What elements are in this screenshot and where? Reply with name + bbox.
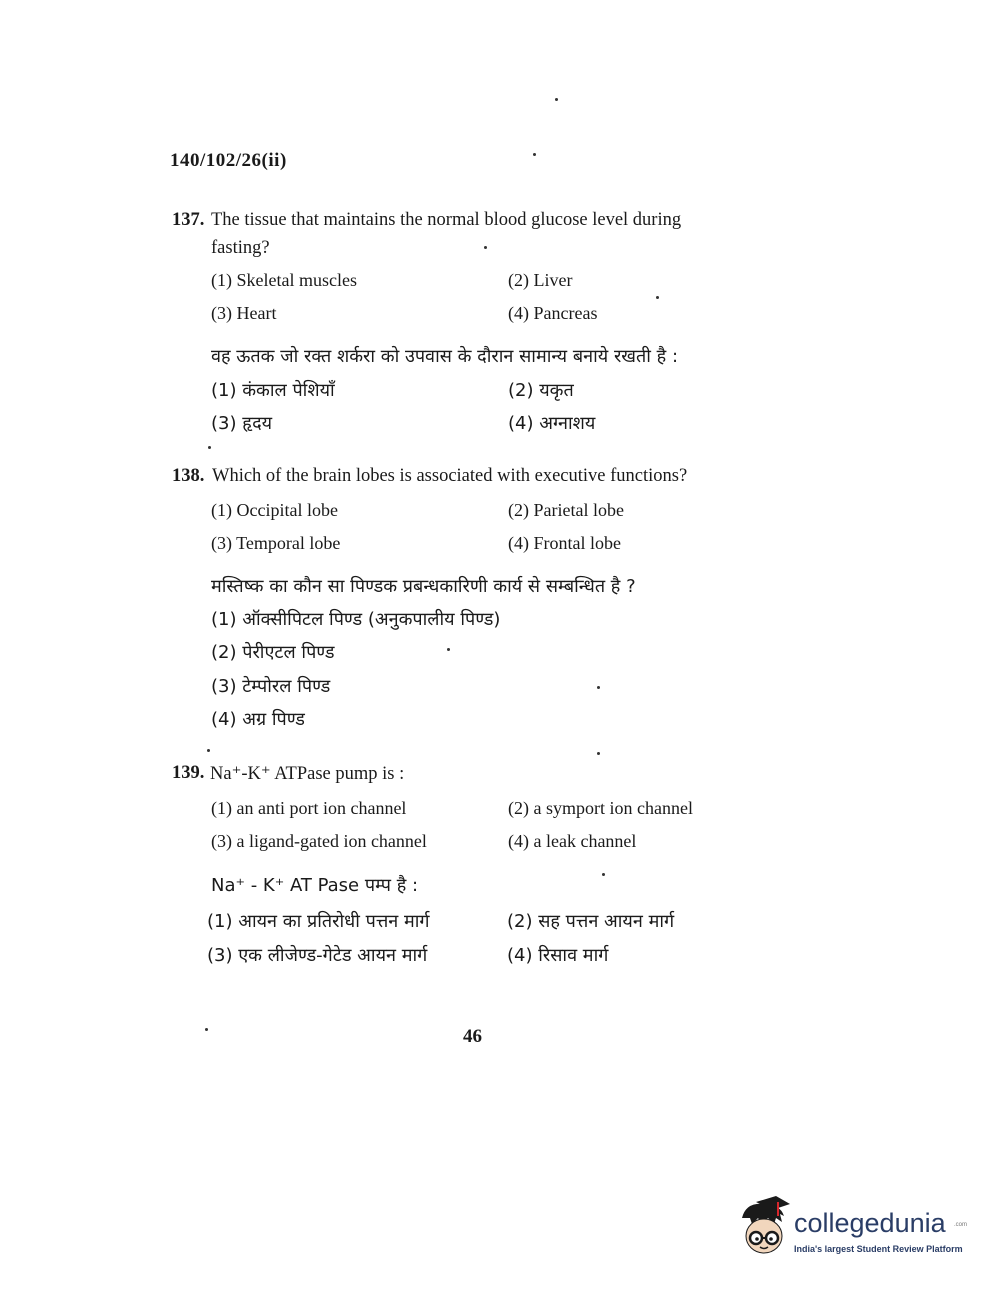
option-hi: (4) अग्र पिण्ड: [211, 709, 305, 730]
option-en: (2) a symport ion channel: [508, 798, 693, 818]
option-en: (3) Temporal lobe: [211, 533, 341, 553]
option-en: (3) Heart: [211, 303, 277, 323]
question-text-hi: वह ऊतक जो रक्त शर्करा को उपवास के दौरान सामान्य बनाये रखती है :: [211, 346, 679, 367]
question-text-en: Which of the brain lobes is associated with executive functions?: [212, 466, 688, 486]
option-hi: (4) अग्नाशय: [508, 413, 596, 434]
option-en: (2) Parietal lobe: [508, 500, 624, 520]
scan-speck: [207, 749, 210, 752]
option-en: (3) a ligand-gated ion channel: [211, 831, 427, 851]
question-number: 139.: [172, 763, 205, 783]
scan-speck: [555, 98, 558, 101]
scan-speck: [484, 246, 487, 249]
brand-name: collegedunia: [794, 1208, 946, 1238]
question-text-en: The tissue that maintains the normal blood glucose level during: [211, 210, 682, 230]
scan-speck: [597, 686, 600, 689]
option-hi: (2) यकृत: [508, 380, 574, 401]
scan-speck: [602, 873, 605, 876]
scan-speck: [447, 648, 450, 651]
question-text-en: Na⁺-K⁺ ATPase pump is :: [210, 764, 405, 784]
brand-tagline: India's largest Student Review Platform: [794, 1244, 963, 1254]
option-hi: (2) सह पत्तन आयन मार्ग: [507, 911, 675, 932]
option-hi: (4) रिसाव मार्ग: [507, 945, 609, 966]
option-hi: (1) कंकाल पेशियाँ: [211, 380, 335, 401]
option-en: (2) Liver: [508, 270, 573, 290]
option-hi: (1) आयन का प्रतिरोधी पत्तन मार्ग: [207, 911, 430, 932]
scan-speck: [533, 153, 536, 156]
paper-code: 140/102/26(ii): [170, 150, 287, 171]
question-text-hi: Na⁺ - K⁺ AT Pase पम्प है :: [211, 875, 419, 896]
collegedunia-watermark: [736, 1196, 966, 1266]
page-number: 46: [463, 1026, 482, 1047]
option-en: (4) Pancreas: [508, 303, 598, 323]
option-hi: (3) टेम्पोरल पिण्ड: [211, 676, 331, 697]
option-hi: (3) एक लीजेण्ड-गेटेड आयन मार्ग: [207, 945, 428, 966]
scan-speck: [205, 1028, 208, 1031]
question-text-en-cont: fasting?: [211, 238, 270, 258]
option-en: (1) Occipital lobe: [211, 500, 338, 520]
scan-speck: [656, 296, 659, 299]
option-hi: (2) पेरीएटल पिण्ड: [211, 642, 335, 663]
scan-speck: [597, 752, 600, 755]
option-en: (1) Skeletal muscles: [211, 270, 357, 290]
option-en: (4) Frontal lobe: [508, 533, 621, 553]
mascot-icon: [736, 1196, 792, 1258]
question-number: 137.: [172, 210, 205, 230]
question-number: 138.: [172, 466, 205, 486]
option-hi: (1) ऑक्सीपिटल पिण्ड (अनुकपालीय पिण्ड): [211, 609, 501, 630]
scan-speck: [208, 446, 211, 449]
question-text-hi: मस्तिष्क का कौन सा पिण्डक प्रबन्धकारिणी कार्य से सम्बन्धित है ?: [211, 576, 636, 597]
brand-suffix: .com: [954, 1222, 968, 1228]
option-en: (1) an anti port ion channel: [211, 798, 407, 818]
option-hi: (3) हृदय: [211, 413, 273, 434]
option-en: (4) a leak channel: [508, 831, 637, 851]
